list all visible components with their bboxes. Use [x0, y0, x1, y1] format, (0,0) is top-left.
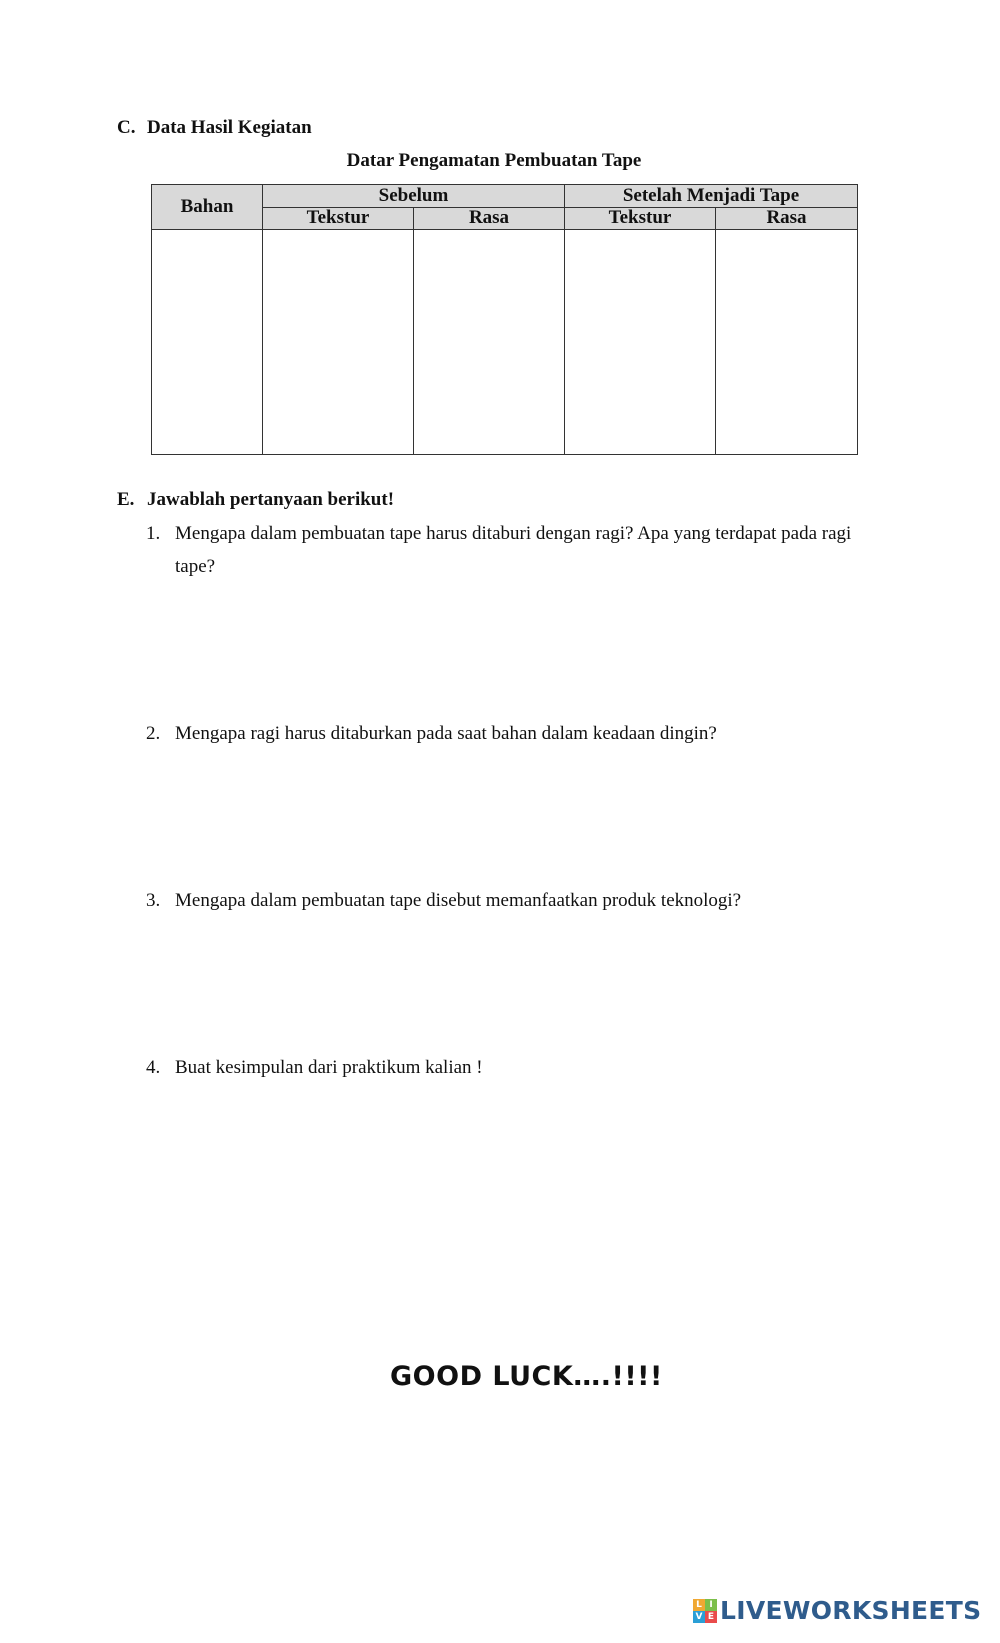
header-before-texture: Tekstur — [263, 207, 414, 230]
cell-after-texture[interactable] — [565, 230, 716, 455]
question-text: Mengapa dalam pembuatan tape harus ditaburi dengan ragi? Apa yang terdapat pada ragi tape? — [175, 523, 852, 577]
table-caption: Datar Pengamatan Pembuatan Tape — [346, 150, 642, 171]
section-c-title: Data Hasil Kegiatan — [147, 117, 312, 138]
observation-table — [151, 184, 858, 455]
section-e-title: Jawablah pertanyaan berikut! — [147, 489, 395, 510]
header-after-taste: Rasa — [716, 207, 858, 230]
liveworksheets-wordmark: LIVEWORKSHEETS — [720, 1596, 982, 1625]
table-row — [152, 230, 858, 455]
header-after-texture: Tekstur — [565, 207, 716, 230]
logo-cell: I — [705, 1599, 717, 1611]
question-number: 4. — [146, 1057, 161, 1078]
section-e-heading — [117, 489, 394, 511]
cell-bahan[interactable] — [152, 230, 263, 455]
logo-cell: V — [693, 1611, 705, 1623]
question-number: 3. — [146, 890, 161, 911]
question-text: Mengapa ragi harus ditaburkan pada saat bahan dalam keadaan dingin? — [175, 723, 717, 744]
logo-cell: L — [693, 1599, 705, 1611]
cell-after-taste[interactable] — [716, 230, 858, 455]
question-text: Mengapa dalam pembuatan tape disebut memanfaatkan produk teknologi? — [175, 890, 742, 911]
section-c-heading — [117, 117, 312, 139]
question-number: 2. — [146, 723, 161, 744]
header-before-taste: Rasa — [414, 207, 565, 230]
header-group-after: Setelah Menjadi Tape — [565, 185, 858, 208]
header-bahan: Bahan — [152, 185, 263, 230]
question-text: Buat kesimpulan dari praktikum kalian ! — [175, 1057, 483, 1078]
good-luck-text: GOOD LUCK….!!!! — [390, 1361, 663, 1392]
cell-before-taste[interactable] — [414, 230, 565, 455]
cell-before-texture[interactable] — [263, 230, 414, 455]
header-group-before: Sebelum — [263, 185, 565, 208]
liveworksheets-logo-icon — [693, 1599, 717, 1623]
question-number: 1. — [146, 523, 161, 544]
logo-cell: E — [705, 1611, 717, 1623]
section-e-marker: E. — [117, 489, 135, 510]
section-c-marker: C. — [117, 117, 136, 138]
